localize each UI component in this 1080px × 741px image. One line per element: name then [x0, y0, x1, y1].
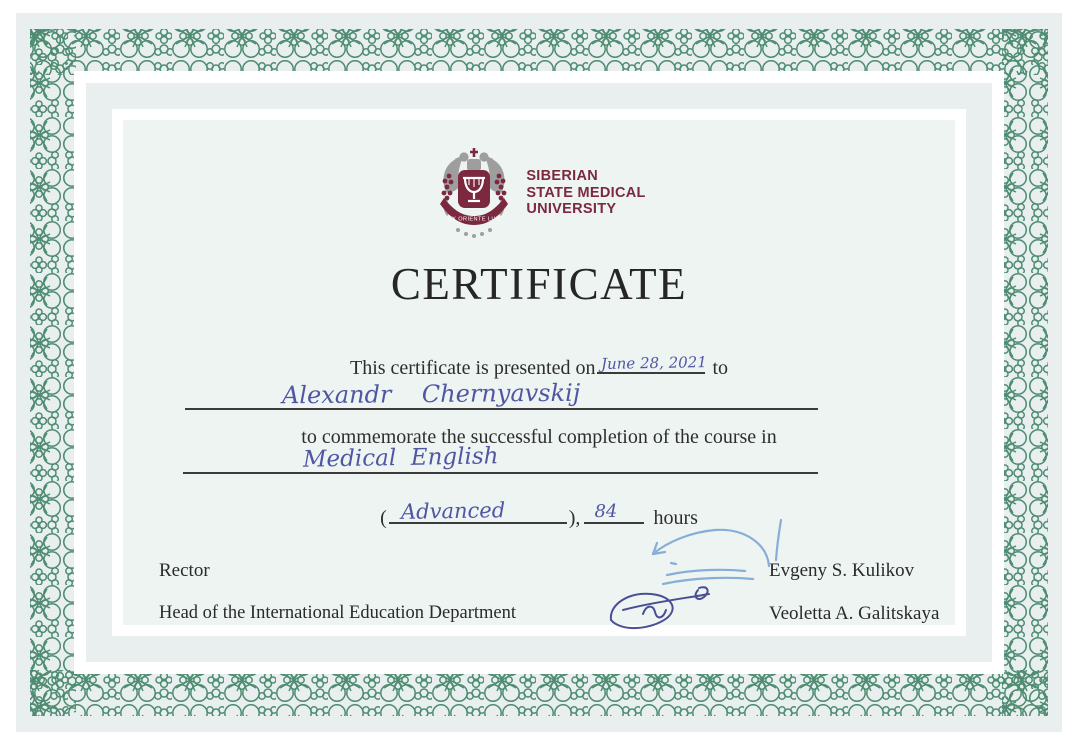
hours-blank-line	[584, 502, 644, 524]
presented-suffix: to	[712, 357, 729, 379]
level-close-paren: ),	[568, 507, 581, 529]
presented-prefix: This certificate is presented on	[349, 357, 596, 379]
level-blank-line	[389, 498, 567, 524]
rector-name: Evgeny S. Kulikov	[769, 560, 915, 581]
date-handwritten: June 28, 2021	[601, 353, 708, 373]
recipient-line	[185, 376, 818, 410]
course-line	[183, 440, 818, 474]
university-name	[526, 168, 645, 218]
course-intro-line: to commemorate the successful completion of the course in	[301, 426, 777, 448]
rector-title: Rector	[159, 560, 210, 581]
hours-handwritten: 84	[594, 501, 618, 522]
course-name-handwritten: Medical English	[302, 443, 499, 473]
certificate-title: CERTIFICATE	[390, 259, 688, 309]
date-blank-line	[597, 352, 708, 374]
university-name-line-2: STATE MEDICAL	[526, 184, 646, 201]
level-open-paren: (	[380, 507, 387, 529]
head-of-department-name: Veoletta A. Galitskaya	[769, 603, 940, 624]
university-logo	[123, 146, 955, 240]
university-name-line-3: UNIVERSITY	[526, 201, 617, 218]
university-motto: EX ORIENTE LUX	[448, 216, 501, 223]
university-name-line-1: SIBERIAN	[526, 168, 598, 185]
hours-label: hours	[653, 507, 698, 529]
certificate-scan	[16, 13, 1062, 732]
certificate-content	[123, 120, 955, 625]
head-of-department-title: Head of the International Education Department	[159, 603, 517, 623]
recipient-name-handwritten: Alexandr Chernyavskij	[282, 378, 581, 410]
level-handwritten: Advanced	[400, 498, 506, 524]
head-of-department-signature	[605, 582, 721, 638]
level-line	[123, 498, 955, 530]
university-emblem-icon	[432, 146, 516, 240]
